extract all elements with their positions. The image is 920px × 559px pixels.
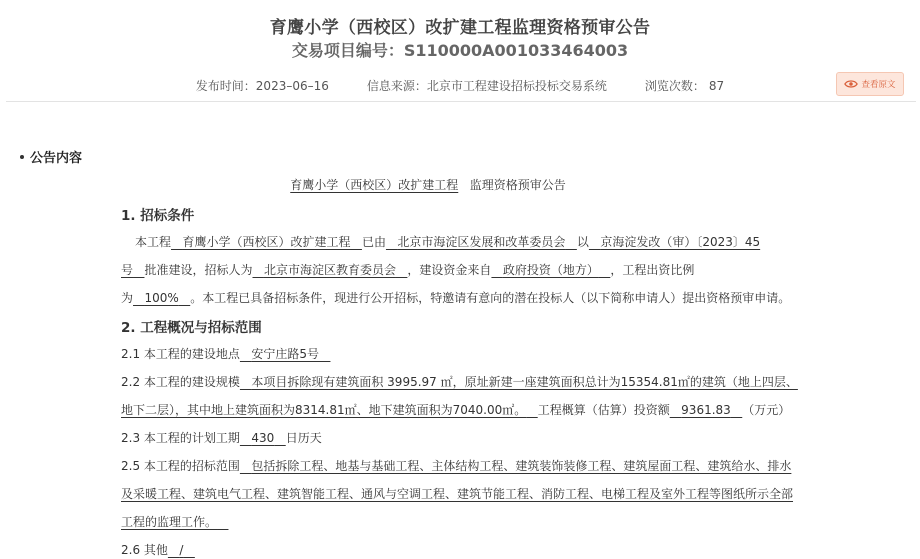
divider [6, 101, 916, 102]
project-code: 交易项目编号：S110000A001033464003 [291, 41, 629, 60]
view-original-label: 查看原文 [861, 80, 896, 90]
para-1-line-1: 本工程 育鹰小学（西校区）改扩建工程 已由 北京市海淀区发展和改革委员会 以 京海淀发改（审）〔2023〕45 [135, 235, 761, 249]
para-1-line-3: 为 100% 。本工程已具备招标条件，现进行公开招标，特邀请有意向的潜在投标人（以下简称申请人）提出资格预审申请。 [121, 291, 791, 305]
section-label: 公告内容 [30, 151, 83, 166]
heading-1: 1. 招标条件 [121, 208, 195, 224]
bullet-icon [20, 155, 24, 159]
views-count: 87 [708, 79, 725, 93]
item-2-2-line-1: 2.2 本工程的建设规模 本项目拆除现有建筑面积 3995.97 ㎡，原址新建一座建筑面积总计为15354.81㎡的建筑（地上四层、 [121, 375, 798, 389]
item-2-5-line-2: 及采暖工程、建筑电气工程、建筑智能工程、通风与空调工程、建筑节能工程、消防工程、电梯工程及室外工程等图纸所示全部 [121, 487, 794, 501]
info-source: 信息来源：北京市工程建设招标投标交易系统 [366, 79, 607, 93]
section-heading [20, 147, 82, 166]
publish-time: 发布时间：2023–06–16 [195, 79, 329, 93]
page-title: 育鹰小学（西校区）改扩建工程监理资格预审公告 [269, 18, 651, 38]
meta-bar [0, 77, 920, 94]
item-2-6: 2.6 其他 / [121, 543, 184, 557]
item-2-5-line-1: 2.5 本工程的招标范围 包括拆除工程、地基与基础工程、主体结构工程、建筑装饰装修工程、建筑屋面工程、建筑给水、排水 [121, 459, 792, 473]
item-2-1: 2.1 本工程的建设地点 安宁庄路5号 [121, 347, 319, 361]
views-label: 浏览次数： [644, 79, 705, 93]
doc-title [121, 176, 735, 193]
eye-icon [844, 79, 858, 89]
view-original-button[interactable] [836, 72, 904, 96]
item-2-3: 2.3 本工程的计划工期 430 日历天 [121, 431, 322, 445]
doc-title-project: 育鹰小学（西校区）改扩建工程 [290, 178, 459, 192]
doc-title-suffix: 监理资格预审公告 [469, 178, 566, 192]
para-1-line-2: 号 批准建设，招标人为 北京市海淀区教育委员会 ，建设资金来自 政府投资（地方） ，工程出资比例 [121, 263, 695, 277]
heading-2: 2. 工程概况与招标范围 [121, 320, 262, 336]
item-2-2-line-2: 地下二层），其中地上建筑面积为8314.81㎡、地下建筑面积为7040.00㎡。 工程概算（估算）投资额 9361.83 （万元） [121, 403, 791, 417]
item-2-5-line-3: 工程的监理工作。 [121, 515, 218, 529]
